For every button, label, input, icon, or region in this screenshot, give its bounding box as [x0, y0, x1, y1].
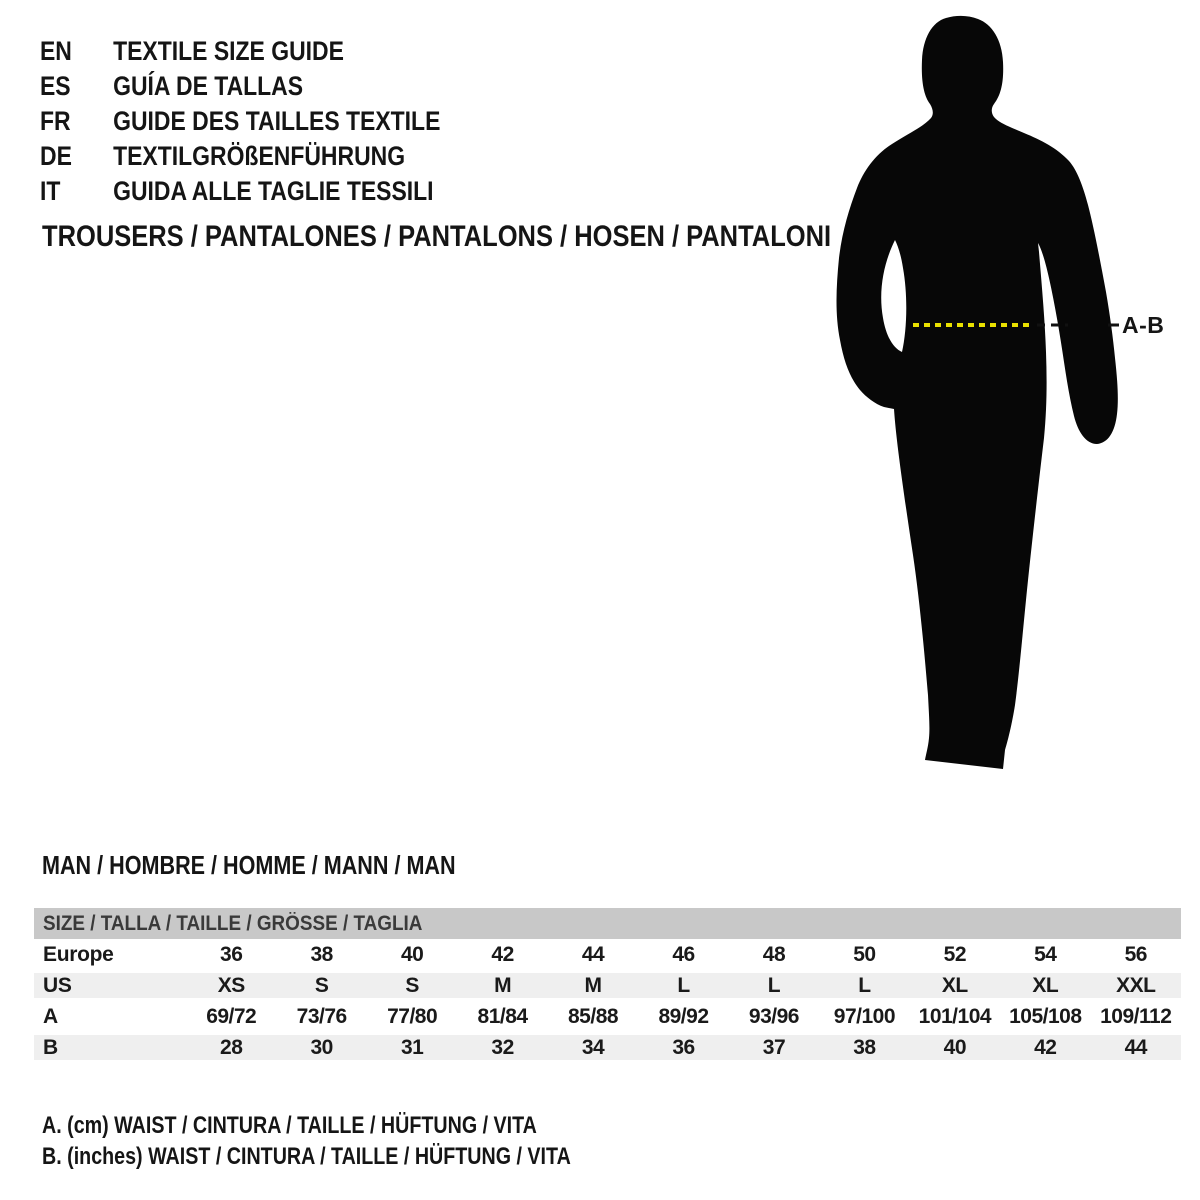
- table-cell: L: [858, 974, 871, 997]
- table-cell: 44: [581, 943, 605, 966]
- table-cell: M: [584, 974, 602, 997]
- table-row-us: [34, 970, 1181, 1001]
- table-cell: 44: [1124, 1036, 1147, 1059]
- table-cell: 30: [310, 1036, 333, 1059]
- table-cell: 40: [943, 1036, 967, 1059]
- table-cell: S: [405, 974, 419, 997]
- table-cell: 32: [491, 1036, 514, 1059]
- table-cell: 73/76: [296, 1005, 347, 1028]
- language-code: ES: [40, 71, 71, 101]
- language-code: DE: [40, 141, 72, 171]
- table-cell: 46: [672, 943, 695, 966]
- language-row-en: [40, 34, 440, 69]
- language-label: TEXTILGRÖßENFÜHRUNG: [113, 141, 406, 171]
- table-cell: 28: [220, 1036, 243, 1059]
- table-cell: 36: [672, 1036, 695, 1059]
- row-label: B: [43, 1036, 58, 1059]
- table-cell: 37: [762, 1036, 786, 1059]
- gender-title: [42, 850, 540, 880]
- table-cell: XXL: [1116, 974, 1156, 997]
- table-cell: L: [767, 974, 781, 997]
- language-label: GUIDA ALLE TAGLIE TESSILI: [113, 176, 434, 206]
- man-silhouette-figure: [820, 0, 1200, 800]
- table-cell: 77/80: [387, 1005, 438, 1028]
- table-cell: 38: [310, 943, 333, 966]
- size-table-header: [34, 908, 1181, 939]
- waist-measure-label: A-B: [1122, 312, 1165, 338]
- table-cell: 40: [400, 943, 424, 966]
- man-silhouette-shape: [837, 16, 1118, 769]
- table-cell: S: [314, 974, 329, 997]
- table-cell: 36: [220, 943, 243, 966]
- size-table: [34, 908, 1181, 1063]
- note-a-cm: A. (cm) WAIST / CINTURA / TAILLE / HÜFTUNG / VITA: [42, 1112, 537, 1139]
- table-cell: 69/72: [206, 1005, 257, 1028]
- note-b-inches: B. (inches) WAIST / CINTURA / TAILLE / HÜFTUNG / VITA: [42, 1143, 571, 1170]
- table-cell: XS: [217, 974, 245, 997]
- gender-title-text: MAN / HOMBRE / HOMME / MANN / MAN: [42, 850, 456, 880]
- language-code: FR: [40, 106, 71, 136]
- language-label: GUIDE DES TAILLES TEXTILE: [113, 106, 441, 136]
- table-row-a-cm: [34, 1001, 1181, 1032]
- language-list: [40, 34, 511, 209]
- row-label: A: [43, 1005, 58, 1028]
- table-cell: M: [494, 974, 512, 997]
- table-cell: 31: [400, 1036, 424, 1059]
- row-label: US: [43, 974, 72, 997]
- table-cell: 81/84: [477, 1005, 528, 1028]
- table-cell: 50: [853, 943, 876, 966]
- language-row-fr: [40, 104, 440, 139]
- table-cell: 105/108: [1009, 1005, 1082, 1028]
- table-cell: 85/88: [568, 1005, 619, 1028]
- table-cell: 89/92: [658, 1005, 709, 1028]
- table-row-europe: [34, 939, 1181, 970]
- language-row-es: [40, 69, 440, 104]
- table-cell: 109/112: [1100, 1005, 1172, 1028]
- row-label: Europe: [43, 943, 114, 966]
- table-cell: 34: [581, 1036, 605, 1059]
- table-cell: 48: [762, 943, 786, 966]
- table-cell: 93/96: [748, 1005, 799, 1028]
- language-label: GUÍA DE TALLAS: [113, 71, 304, 101]
- table-cell: L: [677, 974, 690, 997]
- table-cell: 97/100: [833, 1005, 896, 1028]
- table-cell: XL: [941, 974, 968, 997]
- language-row-de: [40, 139, 440, 174]
- language-row-it: [40, 174, 440, 209]
- table-cell: 42: [491, 943, 514, 966]
- table-cell: 56: [1124, 943, 1147, 966]
- language-label: TEXTILE SIZE GUIDE: [113, 36, 344, 66]
- measurement-notes: [42, 1110, 687, 1172]
- language-code: EN: [40, 36, 72, 66]
- language-code: IT: [40, 176, 61, 206]
- table-cell: XL: [1032, 974, 1059, 997]
- table-row-b-inches: [34, 1032, 1181, 1063]
- table-cell: 52: [943, 943, 967, 966]
- category-title-text: TROUSERS / PANTALONES / PANTALONS / HOSEN / PANTALONI: [42, 220, 832, 253]
- table-cell: 42: [1034, 1036, 1057, 1059]
- table-cell: 54: [1034, 943, 1057, 966]
- table-cell: 101/104: [918, 1005, 992, 1028]
- table-cell: 38: [853, 1036, 876, 1059]
- size-table-header-text: SIZE / TALLA / TAILLE / GRÖSSE / TAGLIA: [43, 912, 423, 935]
